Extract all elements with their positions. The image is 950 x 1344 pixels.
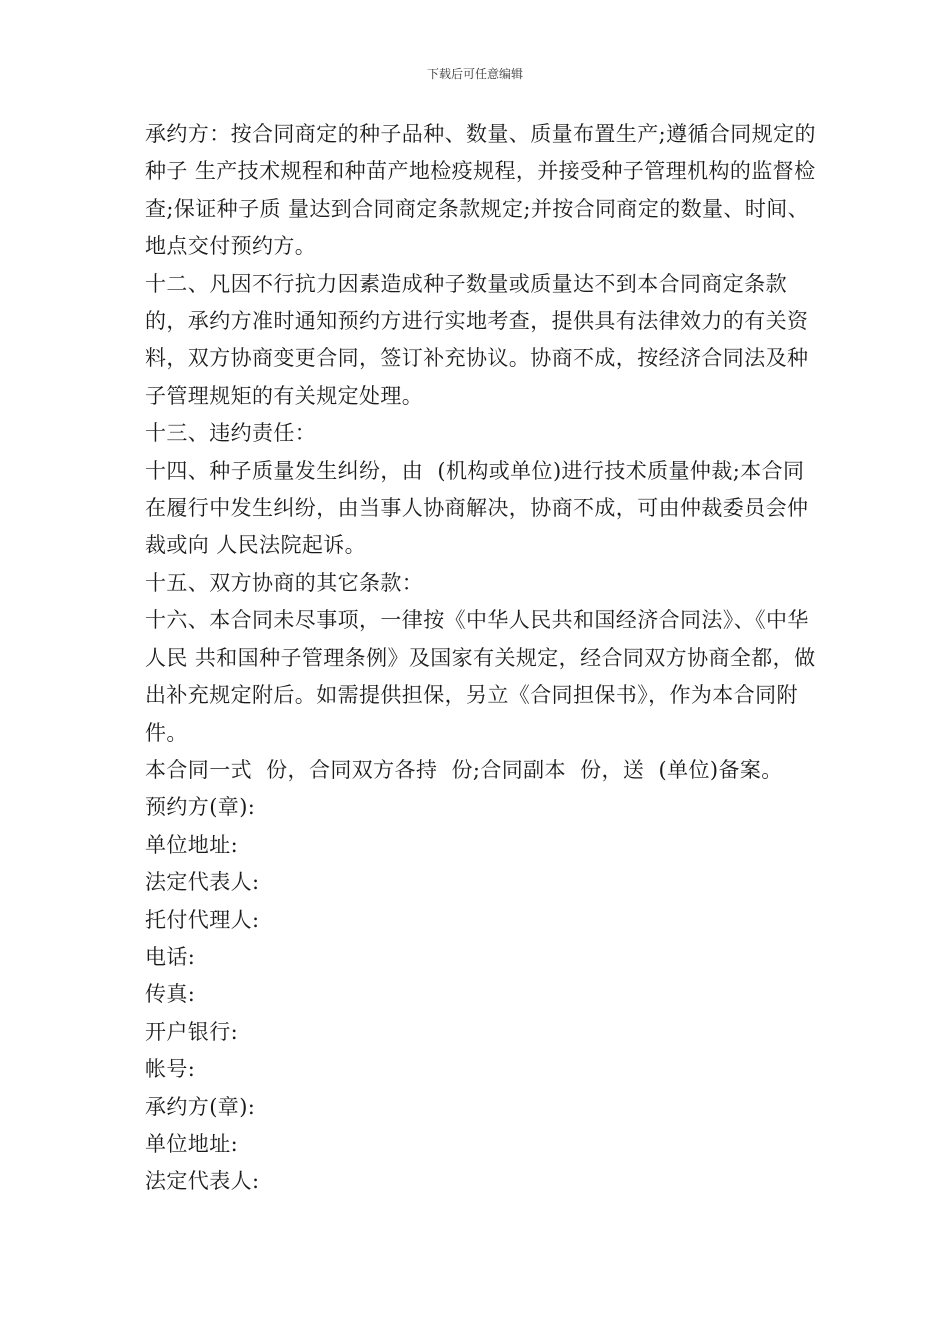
page-header: 下载后可任意编辑: [426, 67, 523, 81]
paragraph-clause-12: 十二、凡因不行抗力因素造成种子数量或质量达不到本合同商定条款的，承约方准时通知预约方进行实地考查，提供具有法律效力的有关资料，双方协商变更合同，签订补充协议。协商不成，按经济合同法及种子管理规矩的有关规定处理。: [145, 271, 809, 408]
field-contractor-seal: 承约方(章):: [145, 1094, 256, 1119]
field-client-phone: 电话:: [145, 944, 196, 969]
field-client-fax: 传真:: [145, 982, 196, 1007]
field-client-legal-rep: 法定代表人:: [145, 870, 260, 895]
field-contractor-address: 单位地址:: [145, 1131, 239, 1156]
paragraph-clause-15: 十五、双方协商的其它条款：: [145, 570, 424, 595]
paragraph-clause-14: 十四、种子质量发生纠纷，由 (机构或单位)进行技术质量仲裁;本合同在履行中发生纠纷，由当事人协商解决，协商不成，可由仲裁委员会仲裁或向 人民法院起诉。: [145, 458, 809, 558]
paragraph-copies: 本合同一式 份，合同双方各持 份;合同副本 份，送 (单位)备案。: [145, 757, 783, 782]
field-client-account: 帐号:: [145, 1057, 196, 1082]
field-client-seal: 预约方(章):: [145, 795, 256, 820]
paragraph-clause-16: 十六、本合同未尽事项，一律按《中华人民共和国经济合同法》、《中华人民 共和国种子管理条例》及国家有关规定，经合同双方协商全都，做出补充规定附后。如需提供担保，另立《合同担保书》，作为本合同附件。: [145, 608, 816, 745]
field-client-bank: 开户银行:: [145, 1019, 239, 1044]
document-body: [145, 116, 820, 1201]
field-client-address: 单位地址:: [145, 832, 239, 857]
field-client-agent: 托付代理人:: [145, 907, 260, 932]
paragraph-clause-13: 十三、违约责任：: [145, 421, 317, 446]
paragraph-contractor-duties: 承约方：按合同商定的种子品种、数量、质量布置生产;遵循合同规定的种子 生产技术规程和种苗产地检疫规程，并接受种子管理机构的监督检查;保证种子质 量达到合同商定条款规定;并按合同商定的数量、时间、地点交付预约方。: [145, 122, 816, 259]
field-contractor-legal-rep: 法定代表人:: [145, 1169, 260, 1194]
